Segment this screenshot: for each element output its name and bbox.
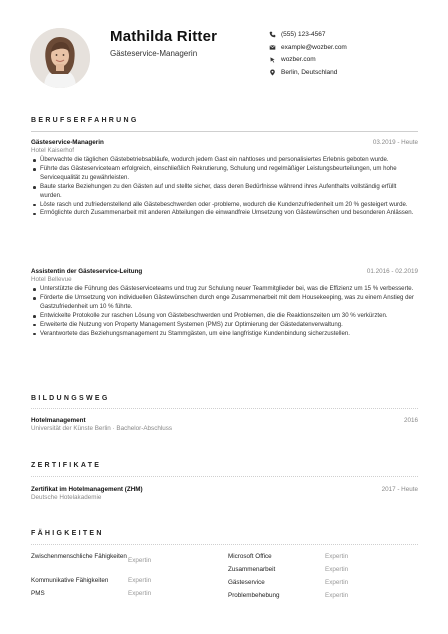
section-title-experience: BERUFSERFAHRUNG — [31, 117, 139, 124]
bullet-item: Überwachte die täglichen Gästebetriebsabläufe, wodurch jedem Gast ein nahtloses und personalisiertes Erlebnis geboten wurde. — [31, 156, 418, 165]
candidate-role: Gästeservice-Managerin — [110, 49, 198, 58]
skill-name: Kommunikative Fähigkeiten — [31, 577, 109, 584]
contact-location — [268, 66, 347, 79]
section-title-skills: FÄHIGKEITEN — [31, 530, 104, 537]
skill-name: Zwischenmenschliche Fähigkeiten — [31, 553, 127, 560]
skill-level: Expertin — [325, 592, 349, 599]
skill-item — [31, 553, 221, 577]
skill-name: Problembehebung — [228, 592, 280, 599]
section-title-education: BILDUNGSWEG — [31, 395, 110, 402]
skill-level: Expertin — [128, 557, 152, 564]
bullet-item: Führte das Gästeserviceteam erfolgreich, einschließlich Rekrutierung, Schulung und regelmäßiger Leistungsbeurteilungen, um hohe Servicequalität zu gewährleisten. — [31, 165, 418, 183]
degree-institution: Universität der Künste Berlin · Bachelor-Abschluss — [31, 425, 173, 432]
skills-column-left — [31, 553, 221, 603]
location-pin-icon — [268, 69, 276, 77]
skill-level: Expertin — [128, 577, 152, 584]
skill-name: Gästeservice — [228, 579, 265, 586]
bullet-item: Unterstützte die Führung des Gästeserviceteams und trug zur Schulung neuer Teammitglieder bei, was die Effizienz um 15 % verbesserte. — [31, 285, 418, 294]
skill-name: PMS — [31, 590, 45, 597]
job-company: Hotel Kaiserhof — [31, 147, 75, 154]
contact-location-text: Berlin, Deutschland — [281, 69, 338, 77]
job-title: Assistentin der Gästeservice-Leitung — [31, 268, 143, 275]
bullet-item: Förderte die Umsetzung von individuellen Gästewünschen durch enge Zusammenarbeit mit dem Housekeeping, was zu einem Anstieg der Gastzufriedenheit um 10 % führte. — [31, 294, 418, 312]
contact-phone — [268, 28, 347, 41]
bullet-item: Ermöglichte durch Zusammenarbeit mit anderen Abteilungen die einwandfreie Umsetzung von Gästewünschen und besonderen Anlässen. — [31, 209, 418, 218]
degree-dates: 2016 — [403, 417, 418, 424]
job-bullets — [31, 156, 418, 218]
experience-entry — [31, 268, 418, 338]
skill-name: Microsoft Office — [228, 553, 272, 560]
contact-website-text[interactable]: wozber.com — [281, 56, 316, 64]
profile-photo — [30, 28, 90, 88]
avatar — [30, 28, 90, 88]
section-divider — [31, 544, 418, 545]
job-dates: 03.2019 - Heute — [372, 139, 418, 146]
skill-level: Expertin — [128, 590, 152, 597]
section-title-certificates: ZERTIFIKATE — [31, 462, 102, 469]
experience-entry — [31, 139, 418, 218]
certificate-dates: 2017 - Heute — [381, 486, 418, 493]
skill-item — [228, 553, 418, 566]
contact-website — [268, 54, 347, 67]
contact-list — [268, 28, 347, 79]
skill-item — [31, 577, 221, 590]
bullet-item: Erweiterte die Nutzung von Property Management Systemen (PMS) zur Optimierung der Gästedatenverwaltung. — [31, 321, 418, 330]
section-divider — [31, 131, 418, 132]
contact-email — [268, 41, 347, 54]
link-icon — [268, 56, 276, 64]
skill-level: Expertin — [325, 553, 349, 560]
email-icon — [268, 43, 276, 51]
skill-item — [228, 579, 418, 592]
bullet-item: Entwickelte Protokolle zur raschen Lösung von Gästebeschwerden und Problemen, die die Reaktionszeiten um 30 % verkürzten. — [31, 312, 418, 321]
job-dates: 01.2016 - 02.2019 — [366, 268, 418, 275]
job-company: Hotel Bellevue — [31, 276, 72, 283]
contact-email-text[interactable]: example@wozber.com — [281, 43, 347, 51]
candidate-name: Mathilda Ritter — [110, 28, 218, 45]
education-entry — [31, 417, 418, 432]
skill-level: Expertin — [325, 566, 349, 573]
skill-item — [31, 590, 221, 603]
job-bullets — [31, 285, 418, 338]
contact-phone-text: (555) 123-4567 — [281, 30, 326, 38]
phone-icon — [268, 30, 276, 38]
certificate-entry — [31, 486, 418, 501]
bullet-item: Baute starke Beziehungen zu den Gästen auf und stellte sicher, dass deren Bedürfnisse während ihres Aufenthalts vollständig erfüllt wurden. — [31, 183, 418, 201]
section-divider — [31, 476, 418, 477]
certificate-title: Zertifikat im Hotelmanagement (ZHM) — [31, 486, 143, 493]
certificate-issuer: Deutsche Hotelakademie — [31, 494, 102, 501]
section-divider — [31, 408, 418, 409]
bullet-item: Löste rasch und zufriedenstellend alle Gästebeschwerden oder -probleme, wodurch die Kundenzufriedenheit um 20 % gesteigert wurde. — [31, 201, 418, 210]
bullet-item: Verantwortete das Beziehungsmanagement zu Stammgästen, um eine langfristige Kundenbindung sicherzustellen. — [31, 330, 418, 339]
skill-item — [228, 592, 418, 605]
job-title: Gästeservice-Managerin — [31, 139, 104, 146]
skills-column-right — [228, 553, 418, 605]
degree-title: Hotelmanagement — [31, 417, 86, 424]
skill-name: Zusammenarbeit — [228, 566, 276, 573]
skill-item — [228, 566, 418, 579]
skill-level: Expertin — [325, 579, 349, 586]
